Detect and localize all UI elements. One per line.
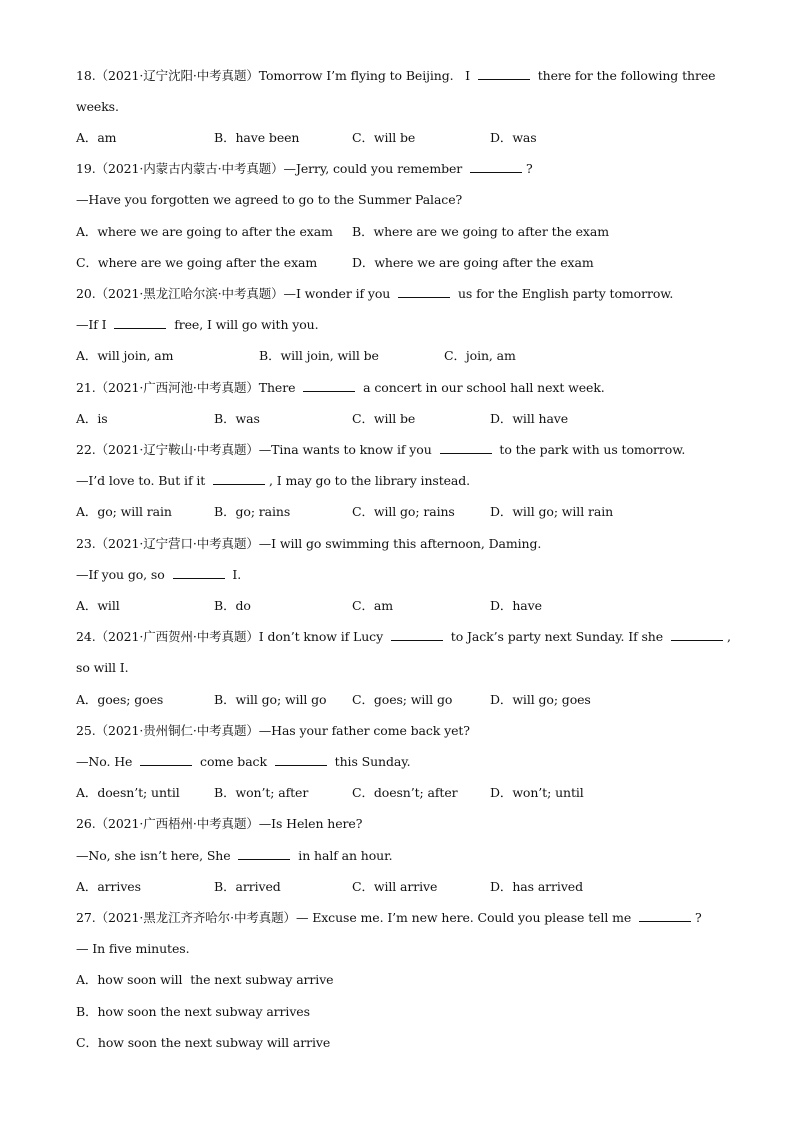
q25-option-d: D．won’t; until bbox=[490, 785, 584, 800]
q26-option-b: B．arrived bbox=[214, 879, 281, 894]
question-25-line-2: —No. He come back this Sunday. bbox=[76, 754, 411, 769]
q18-option-a: A．am bbox=[76, 130, 117, 145]
answer-blank bbox=[639, 910, 691, 922]
answer-blank bbox=[213, 473, 265, 485]
q24-option-c: C．goes; will go bbox=[352, 692, 453, 707]
answer-blank bbox=[478, 68, 530, 80]
question-23-line-2: —If you go, so I. bbox=[76, 567, 242, 582]
q22-option-c: C．will go; rains bbox=[352, 504, 455, 519]
answer-blank bbox=[470, 161, 522, 173]
question-18-line-1: 18.（2021·辽宁沈阳·中考真题）Tomorrow I’m flying to Beijing. I there for the following three bbox=[76, 68, 716, 83]
question-20-line-1: 20.（2021·黑龙江哈尔滨·中考真题）—I wonder if you us for the English party tomorrow. bbox=[76, 286, 674, 301]
q23-option-c: C．am bbox=[352, 598, 393, 613]
q19-option-d: D．where we are going after the exam bbox=[352, 255, 594, 270]
question-19-line-2: —Have you forgotten we agreed to go to the Summer Palace? bbox=[76, 192, 463, 207]
question-19-line-1: 19.（2021·内蒙古内蒙古·中考真题）—Jerry, could you remember ? bbox=[76, 161, 533, 176]
question-24-line-2: so will I. bbox=[76, 660, 129, 675]
q18-option-b: B．have been bbox=[214, 130, 300, 145]
q21-option-d: D．will have bbox=[490, 411, 569, 426]
question-26-line-1: 26.（2021·广西梧州·中考真题）—Is Helen here? bbox=[76, 816, 363, 831]
q24-option-a: A．goes; goes bbox=[76, 692, 164, 707]
q27-option-a: A．how soon will the next subway arrive bbox=[76, 972, 334, 987]
answer-blank bbox=[238, 848, 290, 860]
question-27-line-2: — In five minutes. bbox=[76, 941, 190, 956]
answer-blank bbox=[303, 380, 355, 392]
question-22-line-1: 22.（2021·辽宁鞍山·中考真题）—Tina wants to know if you to the park with us tomorrow. bbox=[76, 442, 686, 457]
answer-blank bbox=[671, 629, 723, 641]
q26-option-c: C．will arrive bbox=[352, 879, 438, 894]
answer-blank bbox=[140, 754, 192, 766]
q22-option-a: A．go; will rain bbox=[76, 504, 172, 519]
question-22-line-2: —I’d love to. But if it , I may go to the library instead. bbox=[76, 473, 471, 488]
q22-option-d: D．will go; will rain bbox=[490, 504, 614, 519]
question-20-line-2: —If I free, I will go with you. bbox=[76, 317, 319, 332]
q23-option-a: A．will bbox=[76, 598, 120, 613]
answer-blank bbox=[275, 754, 327, 766]
q20-option-a: A．will join, am bbox=[76, 348, 174, 363]
question-24-line-1: 24.（2021·广西贺州·中考真题）I don’t know if Lucy to Jack’s party next Sunday. If she , bbox=[76, 629, 731, 644]
q19-option-c: C．where are we going after the exam bbox=[76, 255, 318, 270]
question-25-line-1: 25.（2021·贵州铜仁·中考真题）—Has your father come back yet? bbox=[76, 723, 470, 738]
q21-option-c: C．will be bbox=[352, 411, 416, 426]
q26-option-a: A．arrives bbox=[76, 879, 141, 894]
answer-blank bbox=[440, 442, 492, 454]
q23-option-b: B．do bbox=[214, 598, 251, 613]
question-21-line-1: 21.（2021·广西河池·中考真题）There a concert in our school hall next week. bbox=[76, 380, 605, 395]
q25-option-a: A．doesn’t; until bbox=[76, 785, 180, 800]
q18-option-c: C．will be bbox=[352, 130, 416, 145]
q19-option-b: B．where are we going to after the exam bbox=[352, 224, 609, 239]
q27-option-c: C．how soon the next subway will arrive bbox=[76, 1035, 331, 1050]
q20-option-b: B．will join, will be bbox=[259, 348, 379, 363]
answer-blank bbox=[391, 629, 443, 641]
question-26-line-2: —No, she isn’t here, She in half an hour. bbox=[76, 848, 393, 863]
q21-option-b: B．was bbox=[214, 411, 260, 426]
q22-option-b: B．go; rains bbox=[214, 504, 291, 519]
q25-option-b: B．won’t; after bbox=[214, 785, 309, 800]
q18-option-d: D．was bbox=[490, 130, 537, 145]
q21-option-a: A．is bbox=[76, 411, 108, 426]
q26-option-d: D．has arrived bbox=[490, 879, 583, 894]
q19-option-a: A．where we are going to after the exam bbox=[76, 224, 333, 239]
question-23-line-1: 23.（2021·辽宁营口·中考真题）—I will go swimming this afternoon, Daming. bbox=[76, 536, 542, 551]
q25-option-c: C．doesn’t; after bbox=[352, 785, 458, 800]
question-27-line-1: 27.（2021·黑龙江齐齐哈尔·中考真题）— Excuse me. I’m new here. Could you please tell me ? bbox=[76, 910, 702, 925]
question-18-line-2: weeks. bbox=[76, 99, 119, 114]
q24-option-d: D．will go; goes bbox=[490, 692, 591, 707]
q27-option-b: B．how soon the next subway arrives bbox=[76, 1004, 310, 1019]
answer-blank bbox=[114, 317, 166, 329]
q20-option-c: C．join, am bbox=[444, 348, 516, 363]
q23-option-d: D．have bbox=[490, 598, 542, 613]
answer-blank bbox=[173, 567, 225, 579]
answer-blank bbox=[398, 286, 450, 298]
q24-option-b: B．will go; will go bbox=[214, 692, 327, 707]
